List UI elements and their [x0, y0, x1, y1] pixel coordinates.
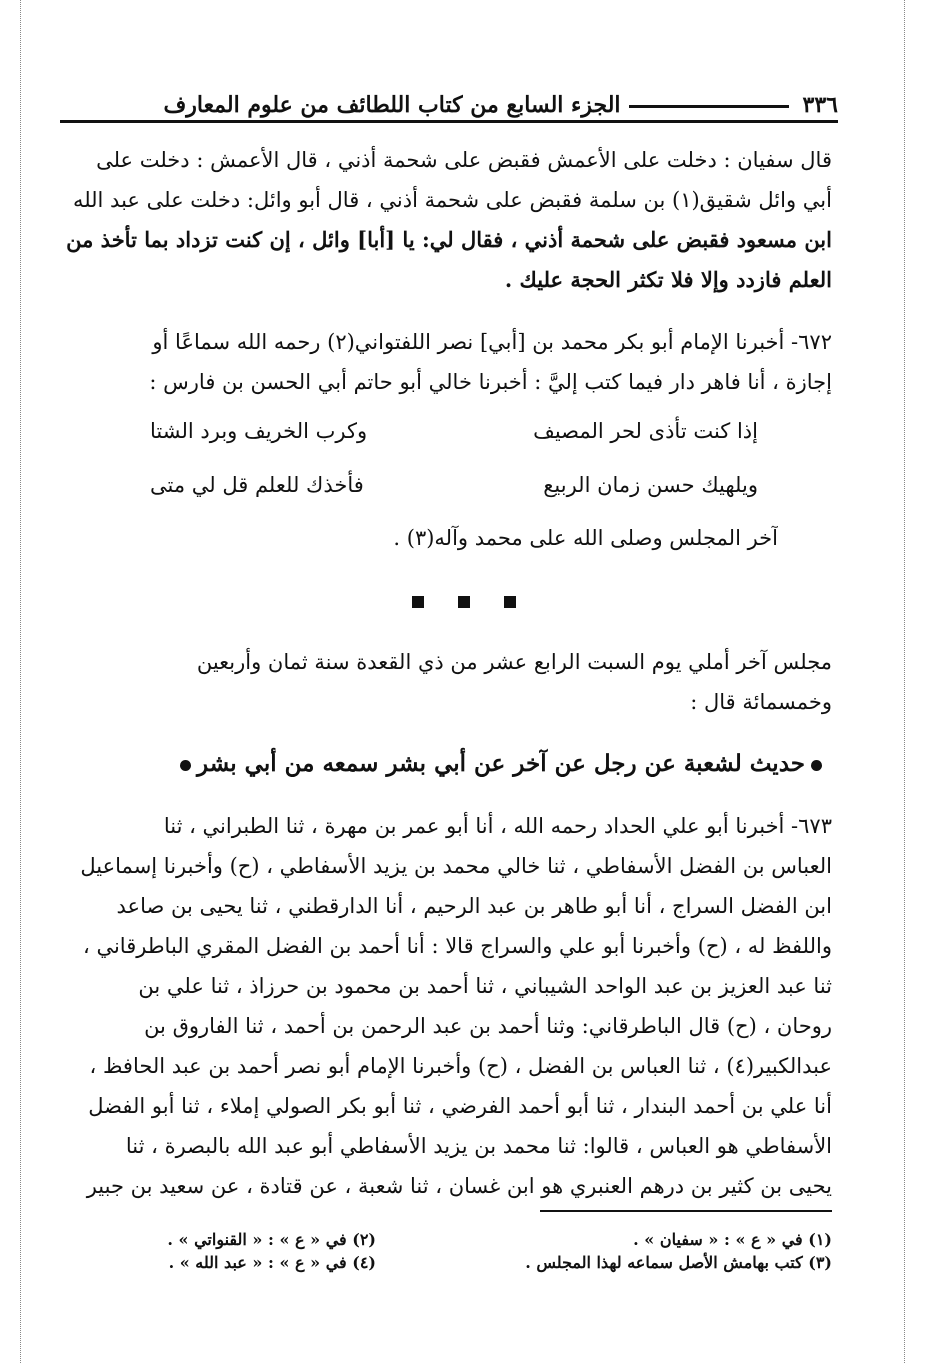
text-line: ابن الفضل السراج ، أنا أبو طاهر بن عبد الرحيم ، أنا الدارقطني ، ثنا يحيى بن صاعد: [116, 894, 832, 918]
bullet-icon: [811, 760, 822, 771]
text-line: عبدالكبير(٤) ، ثنا العباس بن الفضل ، (ح) وأخبرنا الإمام أبو نصر أحمد بن عبد الحافظ ،: [89, 1054, 832, 1078]
text-line: روحان ، (ح) قال الباطرقاني: وثنا أحمد بن عبد الرحمن بن أحمد ، ثنا الفاروق بن: [144, 1014, 832, 1038]
section-divider: [0, 596, 928, 608]
text-line: العباس بن الفضل الأسفاطي ، ثنا خالي محمد بن يزيد الأسفاطي ، (ح) وأخبرنا إسماعيل: [80, 854, 832, 878]
scan-edge-left: [20, 0, 22, 1363]
text-line: واللفظ له ، (ح) وأخبرنا أبو علي والسراج قالا : أنا أحمد بن الفضل المقري الباطرقاني ،: [83, 934, 832, 958]
scan-edge-right: [904, 0, 906, 1363]
text-line: ٦٧٣- أخبرنا أبو علي الحداد رحمه الله ، أنا أبو عمر بن مهرة ، ثنا الطبراني ، ثنا: [163, 814, 832, 838]
text-line: العلم فازدد وإلا فلا تكثر الحجة عليك .: [504, 267, 832, 292]
text-line: آخر المجلس وصلى الله على محمد وآله(٣) .: [393, 526, 778, 550]
header-underline: [60, 120, 838, 123]
divider-square: [458, 596, 470, 608]
footnotes: [160, 1230, 832, 1272]
poem-verse: [150, 458, 758, 512]
heading-text: حديث لشعبة عن رجل عن آخر عن أبي بشر سمعه من أبي بشر: [197, 750, 805, 777]
divider-square: [504, 596, 516, 608]
poem-verse: [150, 404, 758, 458]
text-line: الأسفاطي هو العباس ، قالوا: ثنا محمد بن يزيد الأسفاطي أبو عبد الله بالبصرة ، ثنا: [125, 1134, 832, 1158]
footnote-4: (٤) في « ع » : « عبد الله » .: [168, 1253, 376, 1272]
header-rule: [629, 105, 789, 108]
text-line: يحيى بن كثير بن درهم العنبري هو ابن غسان ، ثنا شعبة ، عن قتادة ، عن سعيد بن جبير: [86, 1174, 832, 1198]
paragraph-673: [62, 806, 832, 1206]
text-line: أنا علي بن أحمد البندار ، ثنا أبو أحمد الفرضي ، ثنا أبو بكر الصولي إملاء ، ثنا أبو الفضل: [88, 1094, 832, 1118]
hemistich-first: ويلهيك حسن زمان الربيع: [543, 473, 758, 497]
section-heading: [130, 750, 828, 777]
footnote-2: (٢) في « ع » : « القنواتي » .: [167, 1230, 376, 1249]
text-line: وخمسمائة قال :: [690, 690, 832, 714]
text-line: قال سفيان : دخلت على الأعمش فقبض على شحمة أذني ، قال الأعمش : دخلت على: [96, 148, 832, 172]
hemistich-first: إذا كنت تأذى لحر المصيف: [533, 419, 758, 443]
poem: [150, 404, 758, 512]
hemistich-second: وكرب الخريف وبرد الشتا: [150, 419, 368, 443]
bullet-icon: [180, 760, 191, 771]
text-line: أبي وائل شقيق(١) بن سلمة فقبض على شحمة أذني ، قال أبو وائل: دخلت على عبد الله: [72, 188, 832, 212]
hemistich-second: فأخذك للعلم قل لي متى: [150, 473, 364, 497]
page-header: [60, 78, 838, 118]
text-line: ابن مسعود فقبض على شحمة أذني ، فقال لي: يا [أبا] وائل ، إن كنت تزداد بما تأخذ من: [66, 227, 832, 252]
running-title: الجزء السابع من كتاب اللطائف من علوم المعارف: [163, 92, 621, 118]
footnote-separator: [540, 1210, 832, 1212]
majlis-intro: [62, 642, 832, 722]
text-line: مجلس آخر أملي يوم السبت الرابع عشر من ذي القعدة سنة ثمان وأربعين: [196, 650, 832, 674]
text-line: ثنا عبد العزيز بن عبد الواحد الشيباني ، ثنا أحمد بن محمود بن حرزاذ ، ثنا علي بن: [138, 974, 832, 998]
footnote-3: (٣) كتب بهامش الأصل سماعه لهذا المجلس .: [525, 1253, 832, 1272]
paragraph-672: [62, 322, 832, 402]
footnote-1: (١) في « ع » : « سفيان » .: [633, 1230, 832, 1249]
text-line: إجازة ، أنا فاهر دار فيما كتب إليَّ : أخبرنا خالي أبو حاتم أبي الحسن بن فارس :: [149, 370, 832, 394]
divider-square: [412, 596, 424, 608]
majlis-closing: [62, 518, 778, 558]
text-line: ٦٧٢- أخبرنا الإمام أبو بكر محمد بن [أبي] نصر اللفتواني(٢) رحمه الله سماعًا أو: [152, 330, 832, 354]
paragraph-sufyan: [62, 140, 832, 300]
page-number: ٣٣٦: [802, 92, 838, 118]
